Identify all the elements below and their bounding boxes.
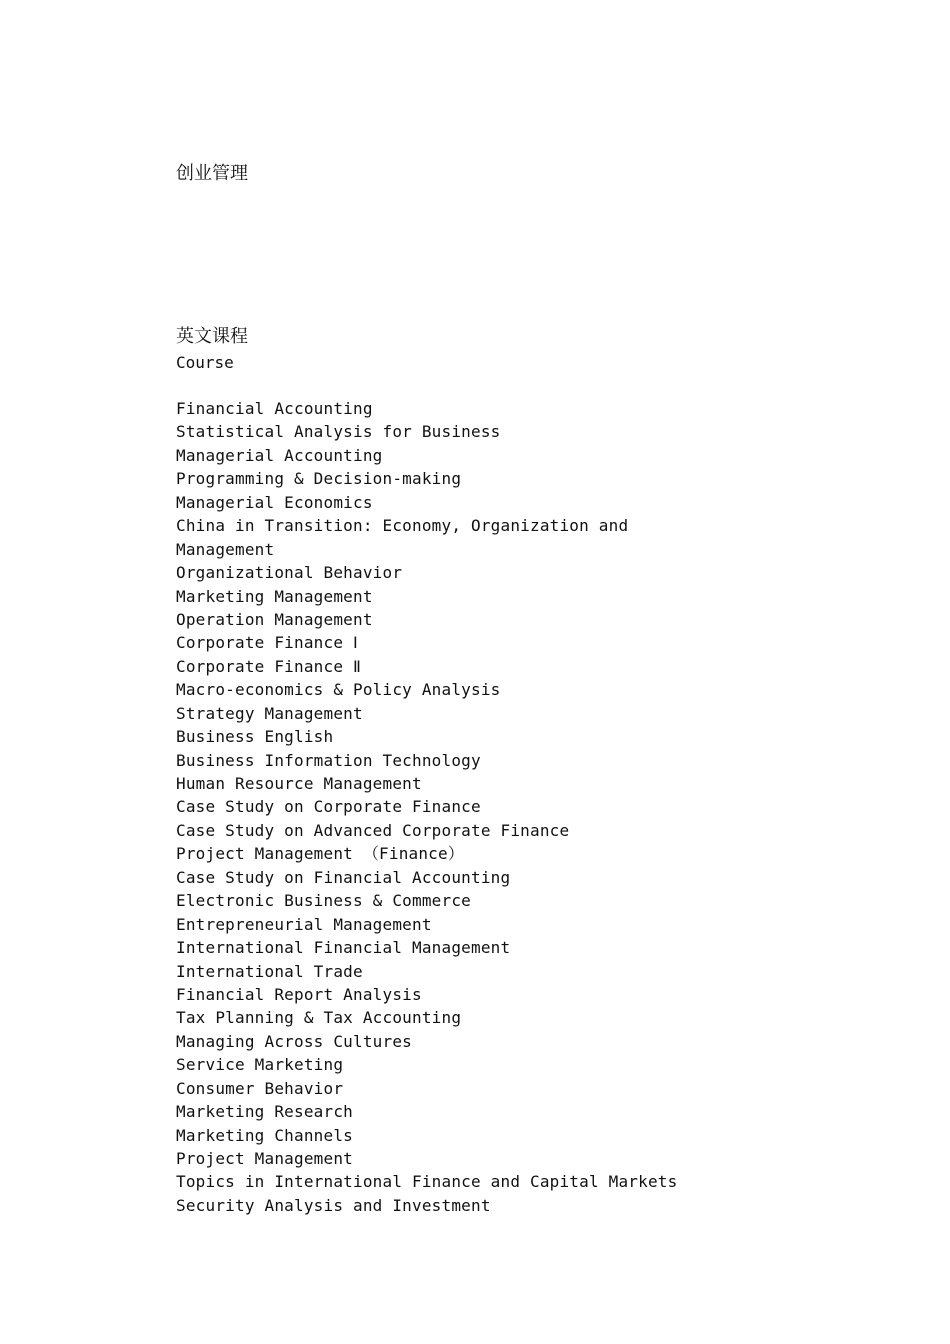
course-item: Project Management — [176, 1149, 353, 1168]
course-item: Managing Across Cultures — [176, 1031, 412, 1051]
course-item: Case Study on Advanced Corporate Finance — [176, 820, 570, 840]
course-item: Statistical Analysis for Business — [176, 422, 501, 442]
course-item: Financial Report Analysis — [176, 984, 422, 1004]
course-item: Operation Management — [176, 609, 373, 629]
course-item: Marketing Channels — [176, 1125, 353, 1145]
course-item: Security Analysis and Investment — [176, 1195, 491, 1215]
course-item: Topics in International Finance and Capital Markets — [176, 1172, 678, 1192]
section-heading-entrepreneurship: 创业管理 — [176, 163, 248, 184]
course-item: Programming & Decision-making — [176, 469, 462, 489]
course-item: International Financial Management — [176, 938, 511, 958]
course-item: Service Marketing — [176, 1055, 344, 1075]
course-item: Corporate Finance Ⅱ — [176, 656, 362, 676]
course-item: Human Resource Management — [176, 774, 422, 793]
course-item: Managerial Economics — [176, 492, 373, 512]
course-item: Business Information Technology — [176, 750, 481, 770]
course-item: Marketing Research — [176, 1102, 353, 1122]
course-item: Business English — [176, 727, 334, 747]
course-item: Entrepreneurial Management — [176, 914, 432, 934]
course-item: Electronic Business & Commerce — [176, 891, 471, 911]
course-item: Tax Planning & Tax Accounting — [176, 1008, 462, 1028]
course-item: Project Management （Finance） — [176, 844, 465, 864]
course-item: Strategy Management — [176, 703, 363, 723]
course-item: Management — [176, 539, 275, 559]
course-item: Organizational Behavior — [176, 563, 403, 583]
course-item: Financial Accounting — [176, 399, 373, 418]
course-item: International Trade — [176, 961, 363, 981]
course-column-label: Course — [176, 353, 234, 372]
course-item: Corporate Finance Ⅰ — [176, 633, 358, 653]
course-item: Managerial Accounting — [176, 445, 383, 465]
course-item: Consumer Behavior — [176, 1078, 344, 1098]
course-item: Macro-economics & Policy Analysis — [176, 680, 501, 700]
course-item: China in Transition: Economy, Organization and — [176, 516, 629, 536]
section-heading-english-courses: 英文课程 — [176, 326, 248, 347]
course-list — [176, 397, 876, 1217]
course-item: Marketing Management — [176, 586, 373, 606]
course-item: Case Study on Financial Accounting — [176, 867, 511, 887]
course-item: Case Study on Corporate Finance — [176, 797, 481, 817]
